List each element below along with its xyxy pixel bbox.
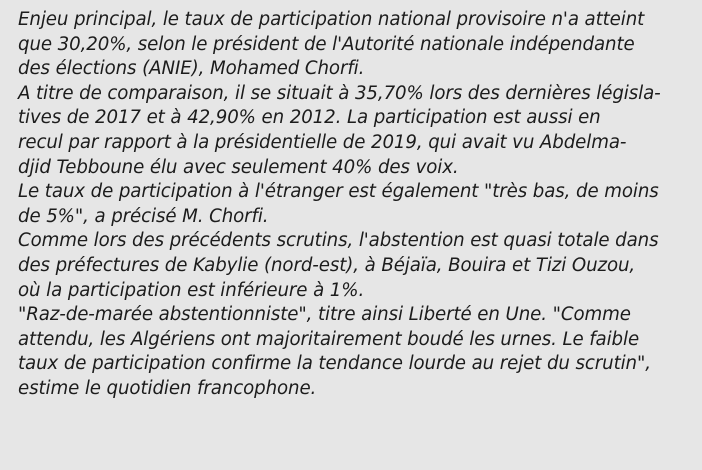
text-line: où la participation est inférieure à 1%. — [18, 279, 365, 301]
text-line: Comme lors des précédents scrutins, l'abstention est quasi totale dans — [18, 230, 659, 252]
text-line: attendu, les Algériens ont majoritairement boudé les urnes. Le faible — [18, 328, 640, 350]
text-line: des préfectures de Kabylie (nord-est), à Béjaïa, Bouira et Tizi Ouzou, — [18, 254, 636, 276]
text-line: des élections (ANIE), Mohamed Chorfi. — [18, 58, 365, 80]
text-line: recul par rapport à la présidentielle de 2019, qui avait vu Abdelma- — [18, 131, 627, 153]
text-line: estime le quotidien francophone. — [18, 377, 317, 399]
text-line: Enjeu principal, le taux de participation national provisoire n'a atteint — [18, 9, 645, 30]
paragraph-kabylie — [18, 229, 690, 303]
text-line: taux de participation confirme la tendance lourde au rejet du scrutin", — [18, 353, 651, 375]
paragraph-press-quote — [18, 303, 690, 401]
text-line: "Raz-de-marée abstentionniste", titre ainsi Liberté en Une. "Comme — [18, 304, 631, 326]
text-line: djid Tebboune élu avec seulement 40% des voix. — [18, 156, 459, 178]
text-line: A titre de comparaison, il se situait à 35,70% lors des dernières législa- — [18, 82, 661, 104]
article-body — [18, 8, 690, 402]
text-line: Le taux de participation à l'étranger est également "très bas, de moins — [18, 181, 659, 203]
text-line: tives de 2017 et à 42,90% en 2012. La participation est aussi en — [18, 107, 601, 129]
text-line: de 5%", a précisé M. Chorfi. — [18, 205, 269, 227]
paragraph-abroad — [18, 180, 690, 229]
text-line: que 30,20%, selon le président de l'Autorité nationale indépendante — [18, 33, 635, 55]
paragraph-comparison — [18, 82, 690, 180]
paragraph-turnout — [18, 8, 690, 82]
